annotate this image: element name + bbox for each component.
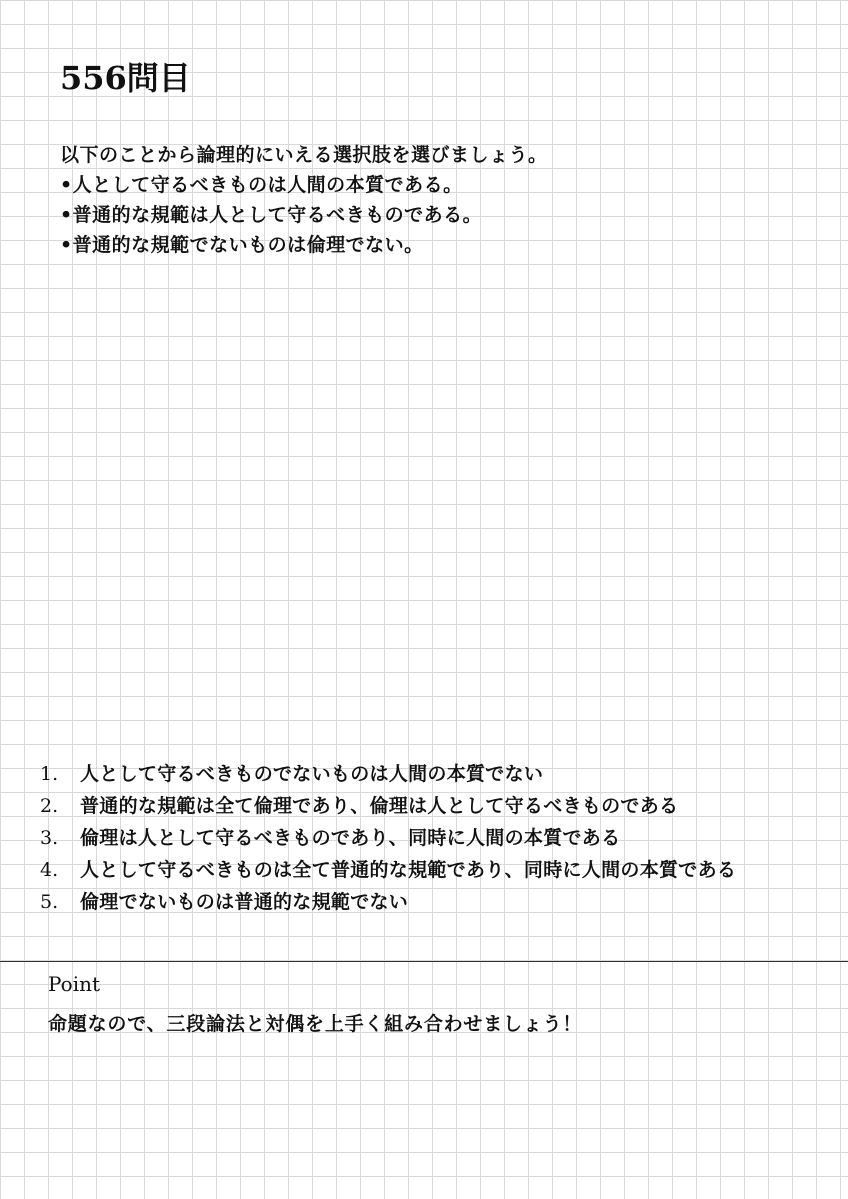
point-body: 命題なので、三段論法と対偶を上手く組み合わせましょう！ xyxy=(48,1013,583,1035)
choice-item-3 xyxy=(40,822,830,854)
question-prompt: 以下のことから論理的にいえる選択肢を選びましょう。 xyxy=(60,144,548,166)
premise-1: •人として守るべきものは人間の本質である。 xyxy=(60,174,463,196)
choice-number: 2. xyxy=(40,795,59,817)
choice-number: 4. xyxy=(40,859,59,881)
choice-text: 倫理でないものは普通的な規範でない xyxy=(80,891,409,913)
choice-number: 1. xyxy=(40,763,59,785)
section-divider xyxy=(0,961,848,962)
choice-text: 人として守るべきものは全て普通的な規範であり、同時に人間の本質である xyxy=(80,859,737,881)
question-block xyxy=(60,140,820,260)
choice-item-4 xyxy=(40,854,830,886)
choice-list xyxy=(40,758,830,918)
choice-item-2 xyxy=(40,790,830,822)
choice-text: 倫理は人として守るべきものであり、同時に人間の本質である xyxy=(80,827,621,849)
choice-item-5 xyxy=(40,886,830,918)
choice-item-1 xyxy=(40,758,830,790)
choice-number: 5. xyxy=(40,891,59,913)
page-title: 556問目 xyxy=(60,59,191,97)
choice-text: 人として守るべきものでないものは人間の本質でない xyxy=(80,763,544,785)
point-heading: Point xyxy=(48,972,101,996)
premise-2: •普通的な規範は人として守るべきものである。 xyxy=(60,204,483,226)
choice-number: 3. xyxy=(40,827,59,849)
premise-3: •普通的な規範でないものは倫理でない。 xyxy=(60,234,424,256)
choice-text: 普通的な規範は全て倫理であり、倫理は人として守るべきものである xyxy=(80,795,679,817)
